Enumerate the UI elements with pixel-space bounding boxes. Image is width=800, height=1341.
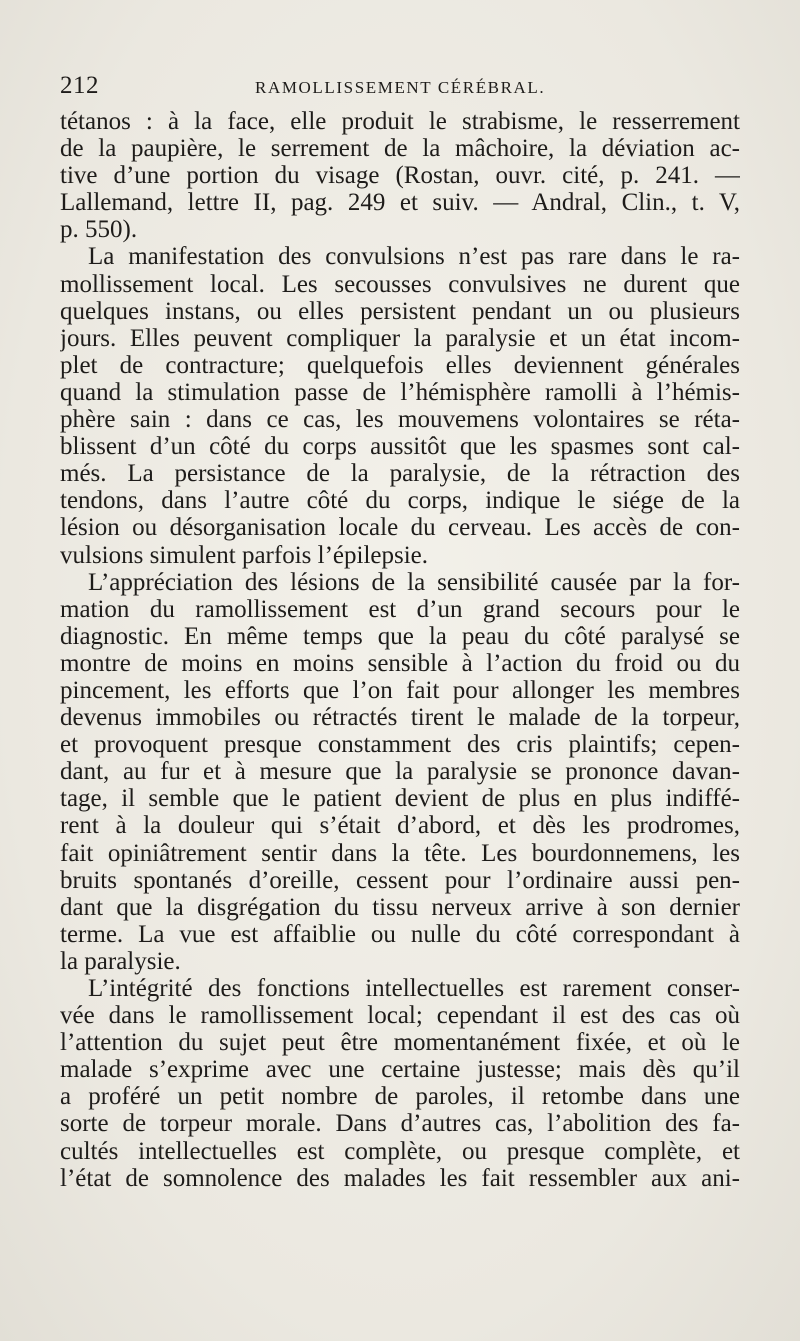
text-line: p. 550). [60,216,138,244]
text-line: dant, au fur et à mesure que la paralysie se prononce davan- [60,758,740,786]
text-line: vée dans le ramollissement local; cependant il est des cas où [60,1002,740,1030]
text-line: jours. Elles peuvent compliquer la paralysie et un état incom- [60,324,740,352]
text-line: l’état de somnolence des malades les fait ressembler aux ani- [60,1164,740,1192]
text-line: l’attention du sujet peut être momentanément fixée, et où le [60,1029,740,1057]
text-line: Lallemand, lettre II, pag. 249 et suiv. — Andral, Clin., t. V, [60,189,740,217]
text-line: a proféré un petit nombre de paroles, il retombe dans une [60,1083,740,1111]
text-line: de la paupière, le serrement de la mâchoire, la déviation ac- [60,135,740,163]
text-line: diagnostic. En même temps que la peau du côté paralysé se [60,622,740,650]
text-line: L’appréciation des lésions de la sensibilité causée par la for- [88,568,740,596]
text-line: tendons, dans l’autre côté du corps, indique le siége de la [60,487,740,515]
text-line: devenus immobiles ou rétractés tirent le malade de la torpeur, [60,704,740,732]
text-line: la paralysie. [60,947,181,975]
text-line: lésion ou désorganisation locale du cerveau. Les accès de con- [60,514,740,542]
text-line: plet de contracture; quelquefois elles deviennent générales [60,351,740,379]
text-line: més. La persistance de la paralysie, de la rétraction des [60,460,740,488]
page-number: 212 [60,72,99,99]
running-title: RAMOLLISSEMENT CÉRÉBRAL. [255,78,546,97]
text-line: quelques instans, ou elles persistent pendant un ou plusieurs [60,297,740,325]
text-line: terme. La vue est affaiblie ou nulle du côté correspondant à [60,920,740,948]
text-line: dant que la disgrégation du tissu nerveux arrive à son dernier [60,893,740,921]
text-line: montre de moins en moins sensible à l’action du froid ou du [60,649,740,677]
text-line: fait opiniâtrement sentir dans la tête. Les bourdonnemens, les [60,839,740,867]
text-line: tive d’une portion du visage (Rostan, ouvr. cité, p. 241. — [60,162,740,190]
text-line: et provoquent presque constamment des cris plaintifs; cepen- [60,731,740,759]
text-line: phère sain : dans ce cas, les mouvemens volontaires se réta- [60,406,740,434]
text-line: L’intégrité des fonctions intellectuelles est rarement conser- [88,975,740,1002]
text-line: tétanos : à la face, elle produit le strabisme, le resserrement [60,108,740,135]
body-text [60,108,740,1192]
text-line: bruits spontanés d’oreille, cessent pour l’ordinaire aussi pen- [60,866,740,894]
page-header [60,70,740,104]
text-line: sorte de torpeur morale. Dans d’autres cas, l’abolition des fa- [60,1110,740,1138]
text-line: malade s’exprime avec une certaine justesse; mais dès qu’il [60,1056,740,1084]
text-line: tage, il semble que le patient devient de plus en plus indiffé- [60,785,740,813]
text-line: pincement, les efforts que l’on fait pour allonger les membres [60,676,740,704]
text-line: La manifestation des convulsions n’est pas rare dans le ra- [88,243,740,271]
text-line: blissent d’un côté du corps aussitôt que les spasmes sont cal- [60,433,740,461]
text-line: vulsions simulent parfois l’épilepsie. [60,541,429,569]
text-line: mation du ramollissement est d’un grand secours pour le [60,595,740,623]
text-line: cultés intellectuelles est complète, ou presque complète, et [60,1137,740,1165]
text-line: mollissement local. Les secousses convulsives ne durent que [60,270,740,298]
text-line: rent à la douleur qui s’était d’abord, et dès les prodromes, [60,812,740,840]
text-line: quand la stimulation passe de l’hémisphère ramolli à l’hémis- [60,378,740,406]
